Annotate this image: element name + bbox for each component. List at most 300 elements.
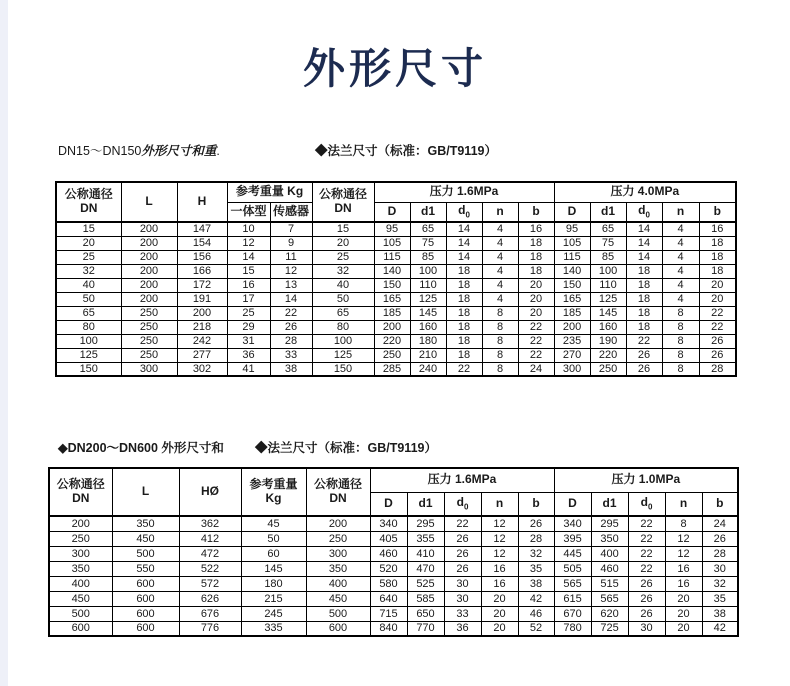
table-cell: 18 [446, 264, 482, 278]
table-cell: 277 [177, 348, 227, 362]
dim-col-header: b [518, 492, 554, 516]
table-cell: 14 [626, 236, 662, 250]
table-cell: 340 [554, 516, 591, 531]
table-cell: 150 [312, 362, 374, 376]
col-header-h: H [177, 182, 227, 222]
table-cell: 190 [590, 334, 626, 348]
table2-body [49, 516, 738, 636]
table-cell: 125 [590, 292, 626, 306]
table-cell: 8 [662, 348, 699, 362]
table-cell: 18 [699, 236, 736, 250]
table-cell: 8 [482, 348, 518, 362]
table-cell: 65 [410, 222, 446, 236]
table-cell: 26 [699, 348, 736, 362]
table-cell: 42 [702, 621, 738, 636]
table-cell: 285 [374, 362, 410, 376]
table1-caption-prefix: DN15～DN150 [58, 144, 142, 158]
table-row [56, 292, 736, 306]
dim-col-header: D [554, 202, 590, 222]
table-cell: 52 [518, 621, 554, 636]
table-cell: 28 [518, 531, 554, 546]
table-cell: 33 [270, 348, 312, 362]
table-cell: 38 [270, 362, 312, 376]
table-cell: 20 [481, 621, 518, 636]
table-cell: 32 [702, 576, 738, 591]
dim-col-header: n [481, 492, 518, 516]
table-cell: 85 [590, 250, 626, 264]
table-cell: 16 [518, 222, 554, 236]
table-cell: 18 [699, 250, 736, 264]
table-cell: 240 [410, 362, 446, 376]
table-cell: 110 [410, 278, 446, 292]
table-cell: 250 [306, 531, 370, 546]
table-cell: 250 [121, 320, 177, 334]
table2-caption: ◆DN200～DN600 外形尺寸和 [58, 441, 224, 455]
table-cell: 200 [121, 250, 177, 264]
table-row [49, 561, 738, 576]
table-cell: 18 [518, 264, 554, 278]
table-cell: 500 [112, 546, 179, 561]
table-cell: 220 [374, 334, 410, 348]
col-header-h0: HØ [179, 468, 241, 516]
dim-col-header: d1 [590, 202, 626, 222]
table-cell: 22 [628, 546, 665, 561]
table-cell: 18 [446, 334, 482, 348]
table-cell: 585 [407, 591, 444, 606]
dim-col-header: b [518, 202, 554, 222]
table-cell: 395 [554, 531, 591, 546]
table-cell: 200 [121, 264, 177, 278]
table-cell: 25 [227, 306, 270, 320]
table-cell: 35 [702, 591, 738, 606]
table-cell: 145 [590, 306, 626, 320]
dim-col-header: d1 [410, 202, 446, 222]
table-cell: 18 [518, 236, 554, 250]
table-cell: 20 [665, 606, 702, 621]
table-cell: 20 [518, 278, 554, 292]
table-cell: 31 [227, 334, 270, 348]
dim-col-header: $d_0$ [626, 202, 662, 222]
table-cell: 18 [626, 292, 662, 306]
table-cell: 505 [554, 561, 591, 576]
table-row [49, 606, 738, 621]
table-row [49, 531, 738, 546]
table-cell: 20 [481, 606, 518, 621]
table-row [56, 362, 736, 376]
table-cell: 22 [699, 306, 736, 320]
table-cell: 245 [241, 606, 306, 621]
flange-standard-caption-2: ◆法兰尺寸（标准：GB/T9119） [255, 441, 437, 455]
table2-header [49, 468, 738, 516]
table-cell: 11 [270, 250, 312, 264]
table1-caption-suffix: . [216, 144, 220, 158]
table-cell: 445 [554, 546, 591, 561]
col-header-pressure-16: 压力 1.6MPa [374, 182, 554, 202]
table-cell: 22 [626, 334, 662, 348]
table-cell: 26 [628, 591, 665, 606]
table-row [49, 576, 738, 591]
table-cell: 8 [482, 306, 518, 320]
col-header-weight-group: 参考重量 Kg [227, 182, 312, 202]
table-cell: 12 [481, 516, 518, 531]
table-cell: 4 [662, 278, 699, 292]
table-cell: 20 [665, 591, 702, 606]
dim-col-header: $d_0$ [628, 492, 665, 516]
table-cell: 33 [444, 606, 481, 621]
table-cell: 20 [518, 306, 554, 320]
table-cell: 250 [374, 348, 410, 362]
table-cell: 105 [374, 236, 410, 250]
dim-col-header: n [662, 202, 699, 222]
table-cell: 22 [628, 531, 665, 546]
table-cell: 350 [49, 561, 112, 576]
table-cell: 8 [482, 320, 518, 334]
flange-standard-caption-1: ◆法兰尺寸（标准：GB/T9119） [315, 144, 497, 158]
table-cell: 13 [270, 278, 312, 292]
table-cell: 26 [444, 546, 481, 561]
dim-col-header: d1 [591, 492, 628, 516]
table-cell: 14 [446, 222, 482, 236]
table-cell: 300 [121, 362, 177, 376]
table-cell: 160 [590, 320, 626, 334]
table-cell: 26 [270, 320, 312, 334]
table-cell: 200 [374, 320, 410, 334]
table-cell: 65 [312, 306, 374, 320]
dim-col-header: n [665, 492, 702, 516]
table-cell: 41 [227, 362, 270, 376]
table-row [56, 320, 736, 334]
table-cell: 250 [590, 362, 626, 376]
table-cell: 4 [482, 222, 518, 236]
table-cell: 29 [227, 320, 270, 334]
table-cell: 18 [446, 348, 482, 362]
table-cell: 600 [112, 621, 179, 636]
dim-col-header: b [699, 202, 736, 222]
table-cell: 160 [410, 320, 446, 334]
table-cell: 460 [591, 561, 628, 576]
table-cell: 75 [590, 236, 626, 250]
table-row [49, 591, 738, 606]
table-cell: 400 [306, 576, 370, 591]
table-cell: 200 [121, 222, 177, 236]
table-cell: 65 [590, 222, 626, 236]
col-header-pressure-40: 压力 4.0MPa [554, 182, 736, 202]
table-cell: 30 [628, 621, 665, 636]
table1-header [56, 182, 736, 222]
table-cell: 7 [270, 222, 312, 236]
table-cell: 32 [56, 264, 121, 278]
table-cell: 32 [312, 264, 374, 278]
table-cell: 14 [626, 250, 662, 264]
dim-col-header: d1 [407, 492, 444, 516]
table-cell: 12 [665, 531, 702, 546]
table-cell: 525 [407, 576, 444, 591]
table-cell: 22 [518, 320, 554, 334]
table-cell: 25 [56, 250, 121, 264]
table-cell: 60 [241, 546, 306, 561]
table-cell: 22 [270, 306, 312, 320]
table-cell: 14 [270, 292, 312, 306]
table-cell: 16 [481, 576, 518, 591]
table-cell: 676 [179, 606, 241, 621]
table-cell: 12 [270, 264, 312, 278]
table-cell: 250 [121, 348, 177, 362]
table-cell: 770 [407, 621, 444, 636]
table-cell: 515 [591, 576, 628, 591]
table-cell: 15 [56, 222, 121, 236]
table-cell: 17 [227, 292, 270, 306]
table-cell: 4 [662, 222, 699, 236]
table-cell: 45 [241, 516, 306, 531]
table-cell: 600 [49, 621, 112, 636]
dimension-table-dn15-dn150 [55, 181, 737, 377]
table-cell: 22 [518, 334, 554, 348]
table-cell: 340 [370, 516, 407, 531]
table-cell: 8 [662, 320, 699, 334]
table-cell: 300 [554, 362, 590, 376]
page-title: 外形尺寸 [302, 45, 487, 92]
table-cell: 185 [554, 306, 590, 320]
table-cell: 470 [407, 561, 444, 576]
table-cell: 472 [179, 546, 241, 561]
table-cell: 350 [112, 516, 179, 531]
page-left-margin-strip [0, 0, 8, 686]
table-cell: 400 [591, 546, 628, 561]
table-cell: 335 [241, 621, 306, 636]
dim-col-header: b [702, 492, 738, 516]
col-header-dn: 公称通径 DN [49, 468, 112, 516]
table-cell: 38 [518, 576, 554, 591]
table-cell: 26 [699, 334, 736, 348]
table-cell: 24 [702, 516, 738, 531]
table-cell: 50 [241, 531, 306, 546]
table-cell: 150 [374, 278, 410, 292]
table-cell: 218 [177, 320, 227, 334]
table-cell: 172 [177, 278, 227, 292]
table-cell: 26 [444, 561, 481, 576]
table-cell: 14 [227, 250, 270, 264]
table-cell: 600 [112, 591, 179, 606]
table-cell: 8 [665, 516, 702, 531]
table-cell: 4 [662, 264, 699, 278]
table-cell: 35 [518, 561, 554, 576]
table-cell: 95 [374, 222, 410, 236]
table1-header-row-1 [56, 182, 736, 202]
table-cell: 150 [554, 278, 590, 292]
table-cell: 725 [591, 621, 628, 636]
dim-col-header: D [554, 492, 591, 516]
table-cell: 20 [665, 621, 702, 636]
table-cell: 565 [554, 576, 591, 591]
table-cell: 220 [590, 348, 626, 362]
table-cell: 22 [446, 362, 482, 376]
table-cell: 295 [407, 516, 444, 531]
table-cell: 100 [56, 334, 121, 348]
table-cell: 26 [628, 576, 665, 591]
table-cell: 4 [482, 292, 518, 306]
table-cell: 125 [312, 348, 374, 362]
table-cell: 500 [306, 606, 370, 621]
table-cell: 270 [554, 348, 590, 362]
table-cell: 75 [410, 236, 446, 250]
table-row [49, 621, 738, 636]
table-cell: 8 [482, 334, 518, 348]
table-cell: 250 [49, 531, 112, 546]
table-cell: 235 [554, 334, 590, 348]
table-cell: 147 [177, 222, 227, 236]
col-header-dn: 公称通径 DN [56, 182, 121, 222]
table-cell: 18 [626, 306, 662, 320]
table-cell: 16 [665, 561, 702, 576]
table-cell: 20 [518, 292, 554, 306]
table-cell: 200 [306, 516, 370, 531]
col-header-pressure-10: 压力 1.0MPa [554, 468, 738, 492]
col-header-dn2: 公称通径 DN [312, 182, 374, 222]
dim-col-header: D [374, 202, 410, 222]
table-cell: 24 [518, 362, 554, 376]
dimension-table-dn200-dn600 [48, 467, 739, 637]
table-cell: 105 [554, 236, 590, 250]
table-cell: 715 [370, 606, 407, 621]
table-cell: 80 [56, 320, 121, 334]
table-cell: 115 [554, 250, 590, 264]
table-cell: 615 [554, 591, 591, 606]
col-header-weight: 参考重量 Kg [241, 468, 306, 516]
table-cell: 250 [121, 306, 177, 320]
table-cell: 500 [49, 606, 112, 621]
table-cell: 550 [112, 561, 179, 576]
table-cell: 572 [179, 576, 241, 591]
table-row [56, 306, 736, 320]
table-cell: 300 [306, 546, 370, 561]
table-cell: 4 [662, 236, 699, 250]
table-cell: 15 [312, 222, 374, 236]
table-cell: 350 [591, 531, 628, 546]
table-cell: 400 [49, 576, 112, 591]
table-cell: 95 [554, 222, 590, 236]
table-cell: 180 [410, 334, 446, 348]
table-cell: 22 [628, 561, 665, 576]
table-cell: 50 [56, 292, 121, 306]
table-cell: 20 [56, 236, 121, 250]
table-cell: 450 [49, 591, 112, 606]
table-cell: 776 [179, 621, 241, 636]
table1-caption-italic: 外形尺寸和重 [141, 144, 217, 158]
table-cell: 65 [56, 306, 121, 320]
table-row [56, 222, 736, 236]
table-cell: 580 [370, 576, 407, 591]
col-header-l: L [112, 468, 179, 516]
table-cell: 18 [446, 278, 482, 292]
table-cell: 410 [407, 546, 444, 561]
table-cell: 180 [241, 576, 306, 591]
table-row [56, 236, 736, 250]
table-cell: 4 [662, 250, 699, 264]
table-cell: 20 [699, 292, 736, 306]
table-cell: 22 [628, 516, 665, 531]
table-cell: 100 [590, 264, 626, 278]
table-cell: 600 [306, 621, 370, 636]
weight-col-header: 一体型 [227, 202, 270, 222]
col-header-dn2: 公称通径 DN [306, 468, 370, 516]
table-cell: 10 [227, 222, 270, 236]
table-cell: 26 [444, 531, 481, 546]
table-cell: 210 [410, 348, 446, 362]
table-cell: 450 [112, 531, 179, 546]
table-cell: 30 [444, 576, 481, 591]
table-cell: 40 [312, 278, 374, 292]
table-cell: 250 [121, 334, 177, 348]
table-cell: 26 [626, 362, 662, 376]
table-cell: 30 [702, 561, 738, 576]
table-cell: 165 [374, 292, 410, 306]
table-cell: 355 [407, 531, 444, 546]
dim-col-header: $d_0$ [444, 492, 481, 516]
section1-heading [0, 141, 790, 157]
table-cell: 165 [554, 292, 590, 306]
table-cell: 28 [699, 362, 736, 376]
section2-heading [0, 438, 790, 454]
table-row [56, 334, 736, 348]
table-cell: 36 [227, 348, 270, 362]
table-cell: 85 [410, 250, 446, 264]
table-cell: 8 [662, 362, 699, 376]
table-cell: 18 [626, 264, 662, 278]
table-cell: 200 [49, 516, 112, 531]
table-cell: 20 [481, 591, 518, 606]
dim-col-header: D [370, 492, 407, 516]
table2-header-row-1 [49, 468, 738, 492]
dim-col-header: $d_0$ [446, 202, 482, 222]
table-cell: 110 [590, 278, 626, 292]
table-cell: 4 [662, 292, 699, 306]
table-cell: 215 [241, 591, 306, 606]
table-cell: 46 [518, 606, 554, 621]
table-cell: 25 [312, 250, 374, 264]
table-cell: 600 [112, 606, 179, 621]
table-cell: 38 [702, 606, 738, 621]
table-cell: 200 [554, 320, 590, 334]
table-cell: 460 [370, 546, 407, 561]
table-cell: 191 [177, 292, 227, 306]
table-cell: 302 [177, 362, 227, 376]
table-cell: 16 [227, 278, 270, 292]
table-cell: 4 [482, 278, 518, 292]
table-cell: 14 [446, 236, 482, 250]
table-cell: 20 [312, 236, 374, 250]
table-cell: 15 [227, 264, 270, 278]
table-cell: 450 [306, 591, 370, 606]
table-cell: 154 [177, 236, 227, 250]
table-cell: 242 [177, 334, 227, 348]
table-cell: 26 [518, 516, 554, 531]
table-cell: 16 [665, 576, 702, 591]
table-cell: 42 [518, 591, 554, 606]
table1-caption [58, 141, 220, 159]
table-cell: 9 [270, 236, 312, 250]
table-cell: 145 [241, 561, 306, 576]
table-cell: 12 [481, 546, 518, 561]
table-cell: 140 [554, 264, 590, 278]
table-cell: 600 [112, 576, 179, 591]
table-cell: 4 [482, 264, 518, 278]
dim-col-header: n [482, 202, 518, 222]
weight-col-header: 传感器 [270, 202, 312, 222]
table-row [49, 516, 738, 531]
table-cell: 30 [444, 591, 481, 606]
table-cell: 125 [410, 292, 446, 306]
table-cell: 32 [518, 546, 554, 561]
